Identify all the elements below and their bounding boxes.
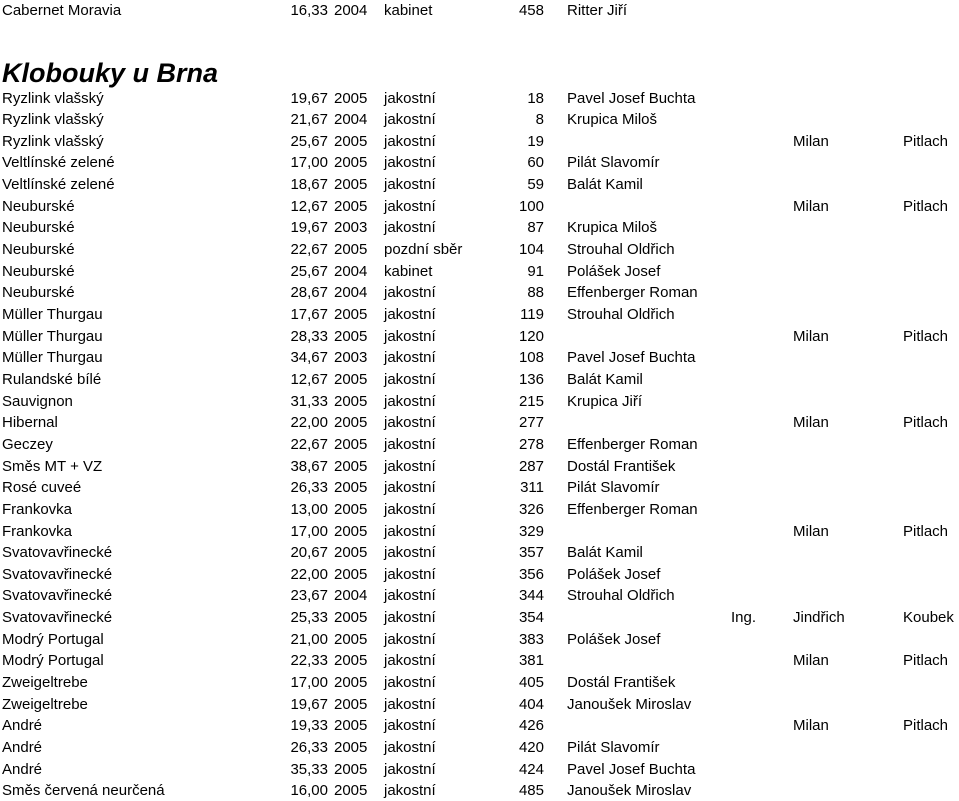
table-row (0, 239, 959, 260)
quality-cell: jakostní (384, 587, 436, 605)
sample-number-cell: 59 (527, 176, 544, 194)
sample-number-cell: 8 (535, 111, 544, 129)
producer-cell: Balát Kamil (567, 370, 643, 388)
variety-cell: Veltlínské zelené (2, 154, 115, 172)
quality-cell: jakostní (384, 414, 436, 432)
variety-cell: Zweigeltrebe (2, 695, 88, 713)
variety-cell: Modrý Portugal (2, 652, 104, 670)
table-row (0, 759, 959, 780)
price-cell: 26,33 (290, 479, 328, 497)
variety-cell: Neuburské (2, 241, 75, 259)
producer-first-name-cell: Milan (793, 414, 829, 432)
quality-cell: jakostní (384, 500, 436, 518)
table-row (0, 196, 959, 217)
variety-cell: André (2, 760, 43, 778)
price-cell: 21,00 (290, 630, 328, 648)
variety-cell: Ryzlink vlašský (2, 111, 104, 129)
sample-number-cell: 87 (527, 219, 544, 237)
sample-number-cell: 354 (518, 609, 544, 627)
sample-number-cell: 424 (518, 760, 544, 778)
price-cell: 34,67 (290, 349, 328, 367)
table-row (0, 88, 959, 109)
quality-cell: jakostní (384, 522, 436, 540)
year-cell: 2004 (334, 284, 368, 302)
quality-cell: jakostní (384, 457, 436, 475)
producer-cell: Dostál František (567, 674, 676, 692)
quality-cell: jakostní (384, 695, 436, 713)
sample-number-cell: 60 (527, 154, 544, 172)
price-cell: 20,67 (290, 544, 328, 562)
table-row (0, 542, 959, 563)
producer-cell: Dostál František (567, 457, 676, 475)
producer-first-name-cell: Milan (793, 522, 829, 540)
year-cell: 2005 (334, 414, 368, 432)
price-cell: 17,00 (290, 522, 328, 540)
quality-cell: jakostní (384, 782, 436, 800)
sample-number-cell: 426 (518, 717, 544, 735)
producer-first-name-cell: Milan (793, 717, 829, 735)
quality-cell: kabinet (384, 2, 433, 19)
table-row (0, 391, 959, 412)
price-cell: 22,00 (290, 565, 328, 583)
year-cell: 2005 (334, 739, 368, 756)
year-cell: 2005 (334, 782, 368, 800)
quality-cell: jakostní (384, 760, 436, 778)
quality-cell: jakostní (384, 197, 436, 215)
table-row (0, 585, 959, 606)
quality-cell: jakostní (384, 674, 436, 692)
quality-cell: jakostní (384, 219, 436, 237)
sample-number-cell: 357 (518, 544, 544, 562)
sample-number-cell: 215 (518, 392, 544, 410)
sample-number-cell: 120 (518, 327, 544, 345)
sample-number-cell: 344 (518, 587, 544, 605)
year-cell: 2005 (334, 717, 368, 735)
quality-cell: jakostní (384, 544, 436, 562)
year-cell: 2005 (334, 132, 368, 150)
year-cell: 2005 (334, 89, 368, 107)
price-cell: 19,33 (290, 717, 328, 735)
sample-number-cell: 405 (518, 674, 544, 692)
producer-first-name-cell: Milan (793, 197, 829, 215)
sample-number-cell: 420 (518, 739, 544, 756)
producer-cell: Krupica Miloš (567, 219, 658, 237)
year-cell: 2005 (334, 630, 368, 648)
variety-cell: Sauvignon (2, 392, 73, 410)
producer-cell: Janoušek Miroslav (567, 782, 692, 800)
year-cell: 2005 (334, 652, 368, 670)
producer-title-cell: Ing. (731, 609, 757, 627)
price-cell: 13,00 (290, 500, 328, 518)
price-cell: 19,67 (290, 695, 328, 713)
table-row (0, 347, 959, 368)
year-cell: 2005 (334, 327, 368, 345)
variety-cell: Směs červená neurčená (2, 782, 165, 800)
quality-cell: jakostní (384, 176, 436, 194)
variety-cell: Geczey (2, 435, 53, 453)
producer-cell: Effenberger Roman (567, 435, 698, 453)
table-row (0, 650, 959, 671)
quality-cell: jakostní (384, 89, 436, 107)
variety-cell: André (2, 739, 43, 756)
price-cell: 12,67 (290, 197, 328, 215)
year-cell: 2005 (334, 392, 368, 410)
table-row (0, 564, 959, 585)
sample-number-cell: 485 (518, 782, 544, 800)
price-cell: 28,67 (290, 284, 328, 302)
sample-number-cell: 88 (527, 284, 544, 302)
price-cell: 23,67 (290, 587, 328, 605)
variety-cell: Frankovka (2, 522, 73, 540)
year-cell: 2005 (334, 435, 368, 453)
table-row (0, 174, 959, 195)
table-row (0, 629, 959, 650)
year-cell: 2005 (334, 522, 368, 540)
price-cell: 25,67 (290, 132, 328, 150)
table-row (0, 499, 959, 520)
variety-cell: Neuburské (2, 284, 75, 302)
quality-cell: jakostní (384, 717, 436, 735)
sample-number-cell: 381 (518, 652, 544, 670)
section-title: Klobouky u Brna (2, 58, 219, 88)
variety-cell: Ryzlink vlašský (2, 89, 104, 107)
price-cell: 31,33 (290, 392, 328, 410)
variety-cell: André (2, 717, 43, 735)
year-cell: 2005 (334, 370, 368, 388)
price-cell: 17,00 (290, 674, 328, 692)
year-cell: 2005 (334, 674, 368, 692)
quality-cell: jakostní (384, 479, 436, 497)
producer-last-name-cell: Pitlach (903, 652, 949, 670)
producer-last-name-cell: Pitlach (903, 717, 949, 735)
producer-cell: Ritter Jiří (567, 2, 627, 19)
year-cell: 2005 (334, 306, 368, 323)
producer-cell: Strouhal Oldřich (567, 587, 675, 605)
table-row (0, 715, 959, 736)
producer-cell: Pavel Josef Buchta (567, 349, 696, 367)
price-cell: 18,67 (290, 176, 328, 194)
sample-number-cell: 104 (518, 241, 544, 259)
variety-cell: Svatovavřinecké (2, 587, 113, 605)
year-cell: 2003 (334, 349, 368, 367)
producer-cell: Krupica Miloš (567, 111, 658, 129)
sample-number-cell: 136 (518, 370, 544, 388)
table-row (0, 672, 959, 693)
price-cell: 16,33 (290, 2, 328, 19)
sample-number-cell: 19 (527, 132, 544, 150)
producer-first-name-cell: Milan (793, 132, 829, 150)
producer-cell: Balát Kamil (567, 176, 643, 194)
price-cell: 25,33 (290, 609, 328, 627)
price-cell: 16,00 (290, 782, 328, 800)
quality-cell: jakostní (384, 630, 436, 648)
producer-cell: Polášek Josef (567, 630, 661, 648)
year-cell: 2005 (334, 760, 368, 778)
producer-cell: Krupica Jiří (567, 392, 643, 410)
sample-number-cell: 287 (518, 457, 544, 475)
producer-cell: Pilát Slavomír (567, 479, 660, 497)
table-row (0, 152, 959, 173)
year-cell: 2005 (334, 609, 368, 627)
price-cell: 25,67 (290, 262, 328, 280)
price-cell: 19,67 (290, 89, 328, 107)
variety-cell: Zweigeltrebe (2, 674, 88, 692)
variety-cell: Svatovavřinecké (2, 609, 113, 627)
variety-cell: Rulandské bílé (2, 370, 102, 388)
table-row (0, 456, 959, 477)
year-cell: 2005 (334, 479, 368, 497)
producer-cell: Pavel Josef Buchta (567, 760, 696, 778)
quality-cell: jakostní (384, 154, 436, 172)
sample-number-cell: 100 (518, 197, 544, 215)
year-cell: 2005 (334, 154, 368, 172)
sample-number-cell: 311 (520, 479, 544, 497)
variety-cell: Cabernet Moravia (2, 2, 122, 19)
quality-cell: jakostní (384, 111, 436, 129)
price-cell: 17,67 (290, 306, 328, 323)
producer-cell: Pilát Slavomír (567, 154, 660, 172)
producer-cell: Strouhal Oldřich (567, 306, 675, 323)
table-row (0, 412, 959, 433)
producer-last-name-cell: Pitlach (903, 197, 949, 215)
producer-last-name-cell: Pitlach (903, 132, 949, 150)
table-row (0, 737, 959, 758)
price-cell: 19,67 (290, 219, 328, 237)
producer-cell: Strouhal Oldřich (567, 241, 675, 259)
price-cell: 22,33 (290, 652, 328, 670)
producer-first-name-cell: Milan (793, 652, 829, 670)
sample-number-cell: 277 (518, 414, 544, 432)
producer-cell: Polášek Josef (567, 565, 661, 583)
price-cell: 38,67 (290, 457, 328, 475)
price-cell: 22,00 (290, 414, 328, 432)
producer-cell: Balát Kamil (567, 544, 643, 562)
producer-cell: Effenberger Roman (567, 500, 698, 518)
producer-last-name-cell: Pitlach (903, 414, 949, 432)
variety-cell: Rosé cuveé (2, 479, 82, 497)
year-cell: 2005 (334, 500, 368, 518)
price-cell: 22,67 (290, 241, 328, 259)
quality-cell: jakostní (384, 652, 436, 670)
variety-cell: Müller Thurgau (2, 306, 103, 323)
sample-number-cell: 108 (518, 349, 544, 367)
year-cell: 2005 (334, 197, 368, 215)
variety-cell: Neuburské (2, 219, 75, 237)
variety-cell: Veltlínské zelené (2, 176, 115, 194)
producer-cell: Polášek Josef (567, 262, 661, 280)
year-cell: 2005 (334, 241, 368, 259)
price-cell: 17,00 (290, 154, 328, 172)
sample-number-cell: 356 (518, 565, 544, 583)
table-row (0, 477, 959, 498)
table-row (0, 109, 959, 130)
table-row (0, 304, 959, 325)
variety-cell: Ryzlink vlašský (2, 132, 104, 150)
table-row (0, 694, 959, 715)
producer-cell: Pilát Slavomír (567, 739, 660, 756)
sample-number-cell: 404 (518, 695, 544, 713)
producer-cell: Effenberger Roman (567, 284, 698, 302)
top-row (0, 0, 959, 21)
quality-cell: jakostní (384, 306, 436, 323)
year-cell: 2004 (334, 2, 368, 19)
producer-first-name-cell: Milan (793, 327, 829, 345)
variety-cell: Neuburské (2, 262, 75, 280)
variety-cell: Müller Thurgau (2, 349, 103, 367)
table-row (0, 607, 959, 628)
sample-number-cell: 278 (518, 435, 544, 453)
quality-cell: pozdní sběr (384, 241, 463, 259)
variety-cell: Svatovavřinecké (2, 565, 113, 583)
quality-cell: jakostní (384, 349, 436, 367)
sample-number-cell: 18 (527, 89, 544, 107)
quality-cell: kabinet (384, 262, 433, 280)
table-row (0, 521, 959, 542)
year-cell: 2005 (334, 544, 368, 562)
price-cell: 21,67 (290, 111, 328, 129)
quality-cell: jakostní (384, 392, 436, 410)
quality-cell: jakostní (384, 609, 436, 627)
sample-number-cell: 91 (527, 262, 544, 280)
year-cell: 2005 (334, 457, 368, 475)
price-cell: 22,67 (290, 435, 328, 453)
table-row (0, 131, 959, 152)
quality-cell: jakostní (384, 327, 436, 345)
variety-cell: Svatovavřinecké (2, 544, 113, 562)
table-row (0, 434, 959, 455)
sample-number-cell: 119 (520, 306, 544, 323)
producer-cell: Pavel Josef Buchta (567, 89, 696, 107)
table-row (0, 369, 959, 390)
year-cell: 2005 (334, 176, 368, 194)
sample-number-cell: 458 (518, 2, 544, 19)
producer-last-name-cell: Koubek (903, 609, 954, 627)
quality-cell: jakostní (384, 132, 436, 150)
sample-number-cell: 383 (518, 630, 544, 648)
table-row (0, 261, 959, 282)
year-cell: 2005 (334, 695, 368, 713)
table-row (0, 780, 959, 801)
year-cell: 2004 (334, 262, 368, 280)
sample-number-cell: 329 (518, 522, 544, 540)
variety-cell: Hibernal (2, 414, 58, 432)
table-row (0, 217, 959, 238)
year-cell: 2004 (334, 587, 368, 605)
table-row (0, 282, 959, 303)
variety-cell: Modrý Portugal (2, 630, 104, 648)
producer-first-name-cell: Jindřich (793, 609, 845, 627)
quality-cell: jakostní (384, 565, 436, 583)
quality-cell: jakostní (384, 739, 436, 756)
price-cell: 35,33 (290, 760, 328, 778)
quality-cell: jakostní (384, 435, 436, 453)
year-cell: 2003 (334, 219, 368, 237)
producer-last-name-cell: Pitlach (903, 327, 949, 345)
price-cell: 28,33 (290, 327, 328, 345)
sample-number-cell: 326 (518, 500, 544, 518)
producer-last-name-cell: Pitlach (903, 522, 949, 540)
variety-cell: Neuburské (2, 197, 75, 215)
variety-cell: Směs MT + VZ (2, 457, 103, 475)
quality-cell: jakostní (384, 284, 436, 302)
quality-cell: jakostní (384, 370, 436, 388)
price-cell: 12,67 (290, 370, 328, 388)
year-cell: 2005 (334, 565, 368, 583)
table-row (0, 326, 959, 347)
variety-cell: Frankovka (2, 500, 73, 518)
price-cell: 26,33 (290, 739, 328, 756)
year-cell: 2004 (334, 111, 368, 129)
variety-cell: Müller Thurgau (2, 327, 103, 345)
producer-cell: Janoušek Miroslav (567, 695, 692, 713)
